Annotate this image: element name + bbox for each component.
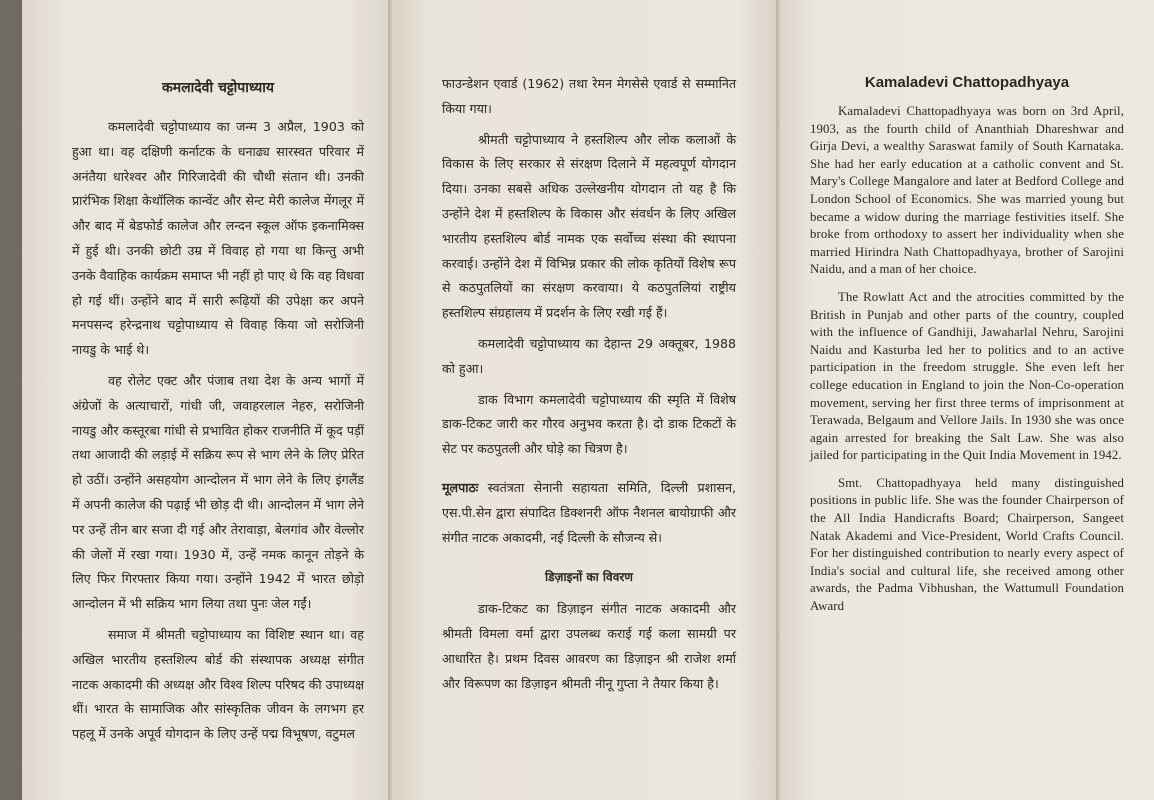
paragraph: Smt. Chattopadhyaya held many distinguished positions in public life. She was the founder Chairperson of the All India Handicrafts Board; Chairperson, Sangeet Natak Akademi and Vice-President, World Crafts Council. For her distinguished contribution to nearly every aspect of India's social and cultural life, she received among other awards, the Padma Vibhushan, the Wattumull Foundation Award [810,475,1124,614]
middle-panel [392,0,776,800]
hindi-body-left [72,115,364,747]
paragraph: कमलादेवी चट्टोपाध्याय का जन्म 3 अप्रैल, 1903 को हुआ था। वह दक्षिणी कर्नाटक के धनाढ्य सारस्वत परिवार में अनंतैया धारेश्वर और गिरिजादेवी की चौथी संतान थी। उनकी प्रारंभिक शिक्षा केथॉलिक कान्वेंट और सेन्ट मेरी कालेज मेंगलूर में और बाद में बेडफोर्ड कालेज और लन्दन स्कूल ऑफ इकनामिक्स में हुई थी। उनकी छोटी उम्र में विवाह हो गया था किन्तु अभी उनके वैवाहिक कार्यक्रम समाप्त भी नहीं हो पाए थे कि वह विधवा हो गई थीं। उन्होंने बाद में सारी रूढ़ियों की उपेक्षा कर अपने मनपसन्द हरेन्द्रनाथ चट्टोपाध्याय से विवाह किया जो सरोजिनी नायडु के भाई थे। [72,119,364,358]
paragraph: The Rowlatt Act and the atrocities committed by the British in Punjab and other parts of the country, coupled with the influence of Gandhiji, Jawaharlal Nehru, Sarojini Naidu and Kasturba led her to politics and to an active participation in the freedom struggle. She even left her college education in England to join the Non-Co-operation movement, serving her first three terms of imprisonment at Terawada, Belgaum and Vellore Jails. In 1930 she was once again arrested for breaking the Salt Law. She was also jailed for participating in the Quit India Movement in 1942. [810,289,1124,463]
left-panel [22,0,388,800]
source-credit [442,476,736,550]
design-description: डाक-टिकट का डिज़ाइन संगीत नाटक अकादमी और श्रीमती विमला वर्मा द्वारा उपलब्ध कराई गई कला सामग्री पर आधारित है। प्रथम दिवस आवरण का डिज़ाइन श्री राजेश शर्मा और विरूपण का डिज़ाइन श्रीमती नीनू गुप्ता ने तैयार किया है। [442,601,736,691]
hindi-body-middle [442,72,736,697]
paragraph: समाज में श्रीमती चट्टोपाध्याय का विशिष्ट स्थान था। वह अखिल भारतीय हस्तशिल्प बोर्ड की संस्थापक अध्यक्ष संगीत नाटक अकादमी की अध्यक्ष और विश्व शिल्प परिषद की उपाध्यक्ष थीं। भारत के सामाजिक और सांस्कृतिक जीवन के लगभग हर पहलू में उनके अपूर्व योगदान के लिए उन्हें पद्म विभूषण, वटुमल [72,626,364,742]
hindi-title: कमलादेवी चट्टोपाध्याय [161,80,275,96]
paragraph: फाउन्डेशन एवार्ड (1962) तथा रेमन मेगसेसे एवार्ड से सम्मानित किया गया। [442,76,736,116]
right-panel [780,0,1154,800]
paragraph: कमलादेवी चट्टोपाध्याय का देहान्त 29 अक्तूबर, 1988 को हुआ। [442,335,736,376]
paragraph: डाक विभाग कमलादेवी चट्टोपाध्याय की स्मृति में विशेष डाक-टिकट जारी कर गौरव अनुभव करता है। दो डाक टिकटों के सेट पर कठपुतली और घोड़े का चित्रण है। [442,391,736,457]
source-text: स्वतंत्रता सेनानी सहायता समिति, दिल्ली प्रशासन, एस.पी.सेन द्वारा संपादित डिक्शनरी ऑफ नैशनल बायोग्राफी और संगीत नाटक अकादमी, नई दिल्ली के सौजन्य से। [442,479,736,545]
english-title: Kamaladevi Chattopadhyaya [864,74,1070,91]
paragraph: Kamaladevi Chattopadhyaya was born on 3rd April, 1903, as the fourth child of Ananthiah Dhareshwar and Girja Devi, a wealthy Saraswat family of South Karnataka. She had her early education at a catholic convent and St. Mary's College Mangalore and later at Bedford College and London School of Economics. She was married young but became a widow during the marriage festivities itself. She broke from orthodoxy to assert her individuality when she married Hirindra Nath Chattopadhyaya, brother of Sarojini Naidu, and a man of her choice. [810,104,1124,277]
source-label: मूलपाठः [442,479,479,495]
paragraph: वह रोलेट एक्ट और पंजाब तथा देश के अन्य भागों में अंग्रेजों के अत्याचारों, गांधी जी, जवाहरलाल नेहरु, सरोजिनी नायडु और कस्तूरबा गांधी से प्रभावित होकर राजनीति में कूद पड़ीं तथा आजादी की लड़ाई में सक्रिय रूप से भाग लेने के लिए प्रेरित हो उठीं। उन्होंने असहयोग आन्दोलन में भाग लेने के लिए इंगलैंड में अपनी कालेज की पढ़ाई भी छोड़ दी थी। आन्दोलन में भाग लेने पर उन्हें तीन बार सजा दी गई और तेरावाड़ा, बेलगांव और वेल्लोर की जेलों में रखा गया। 1930 में, उन्हें नमक कानून तोड़ने के लिए फिर गिरफ्तार किया गया। उन्होंने 1942 में भारत छोड़ो आन्दोलन में भी सक्रिय भाग लिया तथा पुनः जेल गईं। [72,372,364,612]
english-body [810,103,1124,616]
design-heading: डिज़ाइनों का विवरण [545,570,633,585]
paragraph: श्रीमती चट्टोपाध्याय ने हस्तशिल्प और लोक कलाओं के विकास के लिए सरकार से संरक्षण दिलाने में महत्वपूर्ण योगदान दिया। उनका सबसे अधिक उल्लेखनीय योगदान तो यह है कि उन्होंने देश में हस्तशिल्प के विकास और संवर्धन के लिए अखिल भारतीय हस्तशिल्प बोर्ड नामक एक सर्वोच्च संस्था की स्थापना करवाई। उन्होंने देश में विभिन्न प्रकार की लोक कृतियों विशेष रूप से कठपुतलियों का संरक्षण करवाया। ये कठपुतलियां राष्ट्रीय हस्तशिल्प संग्रहालय में प्रदर्शन के लिए रखी गई हैं। [442,131,736,321]
